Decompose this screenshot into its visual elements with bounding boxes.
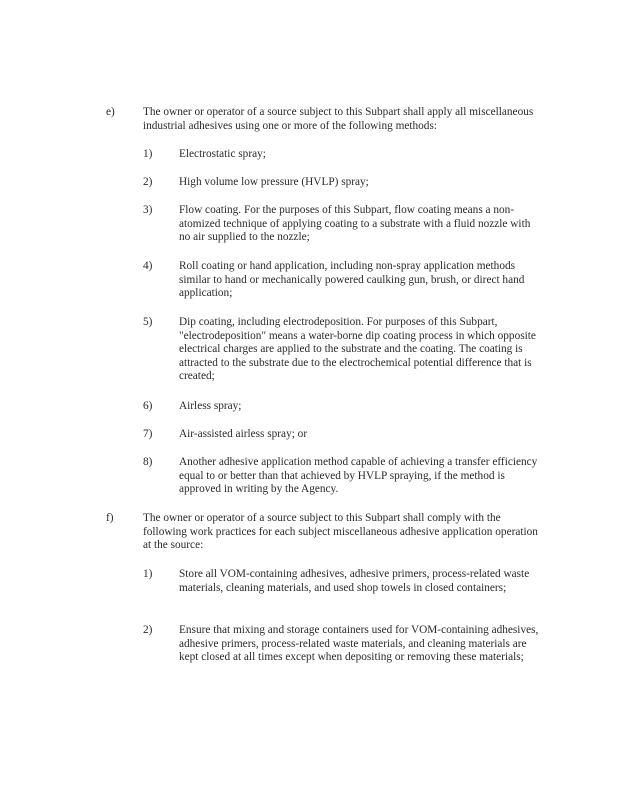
list-item: Store all VOM-containing adhesives, adhesive primers, process-related waste materials, cleaning materials, and used shop towels in closed containers; <box>179 568 530 594</box>
item-label: 2) <box>143 624 153 636</box>
section-label: e) <box>106 106 115 118</box>
section-text: The owner or operator of a source subject to this Subpart shall apply all miscellaneous industrial adhesives using one or more of the following methods: <box>143 106 534 132</box>
section-label: f) <box>106 512 114 524</box>
list-item: Air-assisted airless spray; or <box>179 428 308 440</box>
item-label: 3) <box>143 204 153 216</box>
item-label: 1) <box>143 148 153 160</box>
item-label: 4) <box>143 260 153 272</box>
item-label: 6) <box>143 400 153 412</box>
item-label: 7) <box>143 428 153 440</box>
list-item: High volume low pressure (HVLP) spray; <box>179 176 369 188</box>
list-item: Electrostatic spray; <box>179 148 266 160</box>
list-item: Another adhesive application method capable of achieving a transfer efficiency equal to or better than that achieved by HVLP spraying, if the method is approved in writing by the Agency. <box>179 456 538 495</box>
item-label: 2) <box>143 176 153 188</box>
list-item: Roll coating or hand application, including non-spray application methods similar to hand or mechanically powered caulking gun, brush, or direct hand application; <box>179 260 525 299</box>
section-text: The owner or operator of a source subject to this Subpart shall comply with the following work practices for each subject miscellaneous adhesive application operation at the source: <box>143 512 538 551</box>
item-label: 5) <box>143 316 153 328</box>
item-label: 1) <box>143 568 153 580</box>
list-item: Dip coating, including electrodeposition. For purposes of this Subpart, "electrodeposition" means a water-borne dip coating process in which opposite electrical charges are applied to the substrate and the coating. The coating is attracted to the substrate due to the electrochemical potential difference that is created; <box>179 316 536 382</box>
list-item: Ensure that mixing and storage containers used for VOM-containing adhesives, adhesive primers, process-related waste materials, and cleaning materials are kept closed at all times except when depositing or removing these materials; <box>179 624 539 663</box>
list-item: Airless spray; <box>179 400 242 412</box>
list-item: Flow coating. For the purposes of this Subpart, flow coating means a non-atomized technique of applying coating to a substrate with a fluid nozzle with no air supplied to the nozzle; <box>179 204 531 243</box>
item-label: 8) <box>143 456 153 468</box>
